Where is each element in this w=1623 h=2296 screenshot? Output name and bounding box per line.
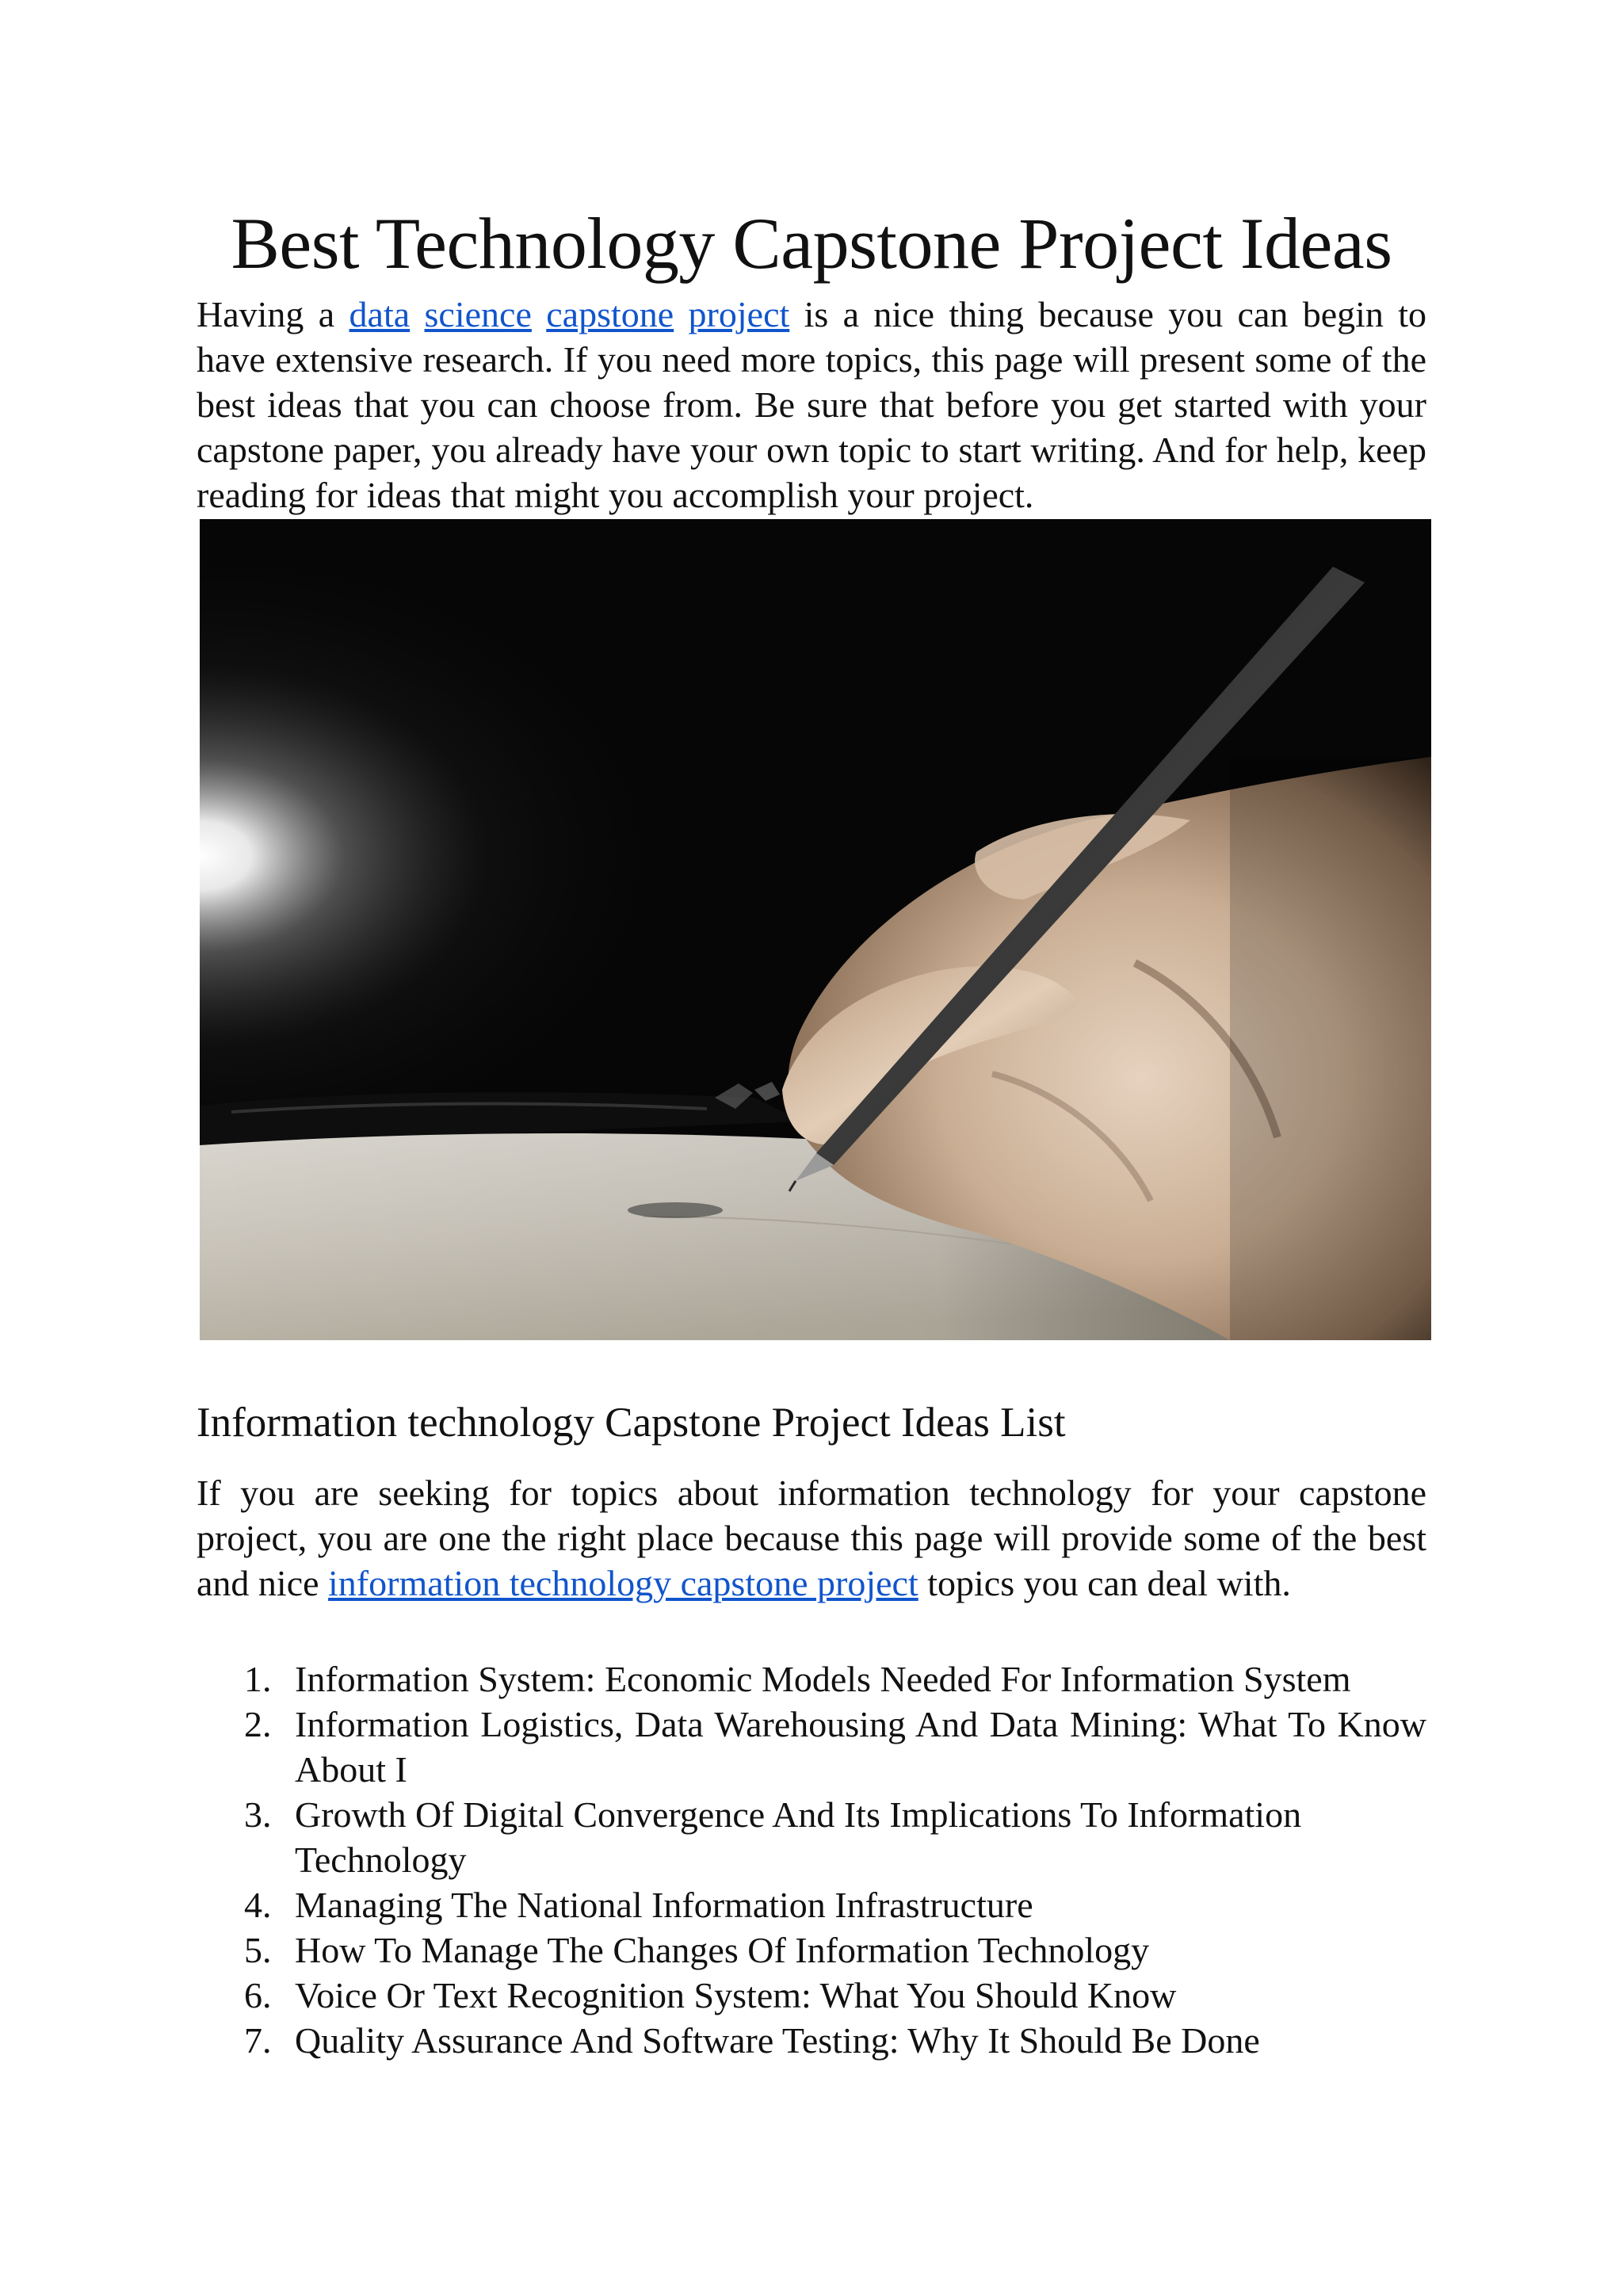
list-item-text: Voice Or Text Recognition System: What You Should Know [295, 1975, 1177, 2015]
section-text-after: topics you can deal with. [927, 1563, 1291, 1603]
link-information-technology-capstone-project[interactable]: information technology capstone project [328, 1563, 918, 1603]
intro-lead: Having a [197, 294, 335, 334]
list-item-number: 5. [244, 1930, 272, 1970]
page-title: Best Technology Capstone Project Ideas [231, 203, 1392, 284]
list-item-text: Growth Of Digital Convergence And Its Implications To Information Technology [295, 1794, 1302, 1880]
list-item-text: Managing The National Information Infrastructure [295, 1885, 1033, 1925]
list-item [197, 1927, 1426, 1973]
list-item-text: Information Logistics, Data Warehousing And Data Mining: What To Know About I [295, 1704, 1426, 1790]
list-item-number: 7. [244, 2020, 272, 2061]
list-item-number: 6. [244, 1975, 272, 2015]
list-item-number: 1. [244, 1659, 272, 1699]
link-project[interactable]: project [688, 294, 790, 334]
hand-writing-photo [200, 519, 1431, 1340]
section-text-before: If you are seeking for topics about information technology for your capstone project, you are one the right place because this page will provide some of the best and nice [197, 1473, 1426, 1603]
list-item [197, 1702, 1426, 1792]
section-paragraph [197, 1470, 1426, 1606]
list-item-number: 2. [244, 1704, 272, 1744]
ideas-list [197, 1656, 1426, 2063]
list-item [197, 1792, 1426, 1882]
list-item [197, 1973, 1426, 2018]
list-item-number: 3. [244, 1794, 272, 1835]
link-data[interactable]: data [349, 294, 411, 334]
list-item-text: Information System: Economic Models Needed For Information System [295, 1659, 1351, 1699]
list-item [197, 1656, 1426, 1702]
intro-paragraph [197, 292, 1426, 518]
link-capstone[interactable]: capstone [546, 294, 674, 334]
section-heading: Information technology Capstone Project Ideas List [197, 1400, 1066, 1446]
list-item-number: 4. [244, 1885, 272, 1925]
list-item [197, 2018, 1426, 2063]
list-item-text: Quality Assurance And Software Testing: Why It Should Be Done [295, 2020, 1260, 2061]
link-science[interactable]: science [424, 294, 532, 334]
list-item [197, 1882, 1426, 1927]
list-item-text: How To Manage The Changes Of Information Technology [295, 1930, 1150, 1970]
intro-rest: is a nice thing because you can begin to have extensive research. If you need more topics, this page will present some of the best ideas that you can choose from. Be sure that before you get started with your capstone paper, you already have your own topic to start writing. And for help, keep reading for ideas that might you accomplish your project. [197, 294, 1427, 515]
